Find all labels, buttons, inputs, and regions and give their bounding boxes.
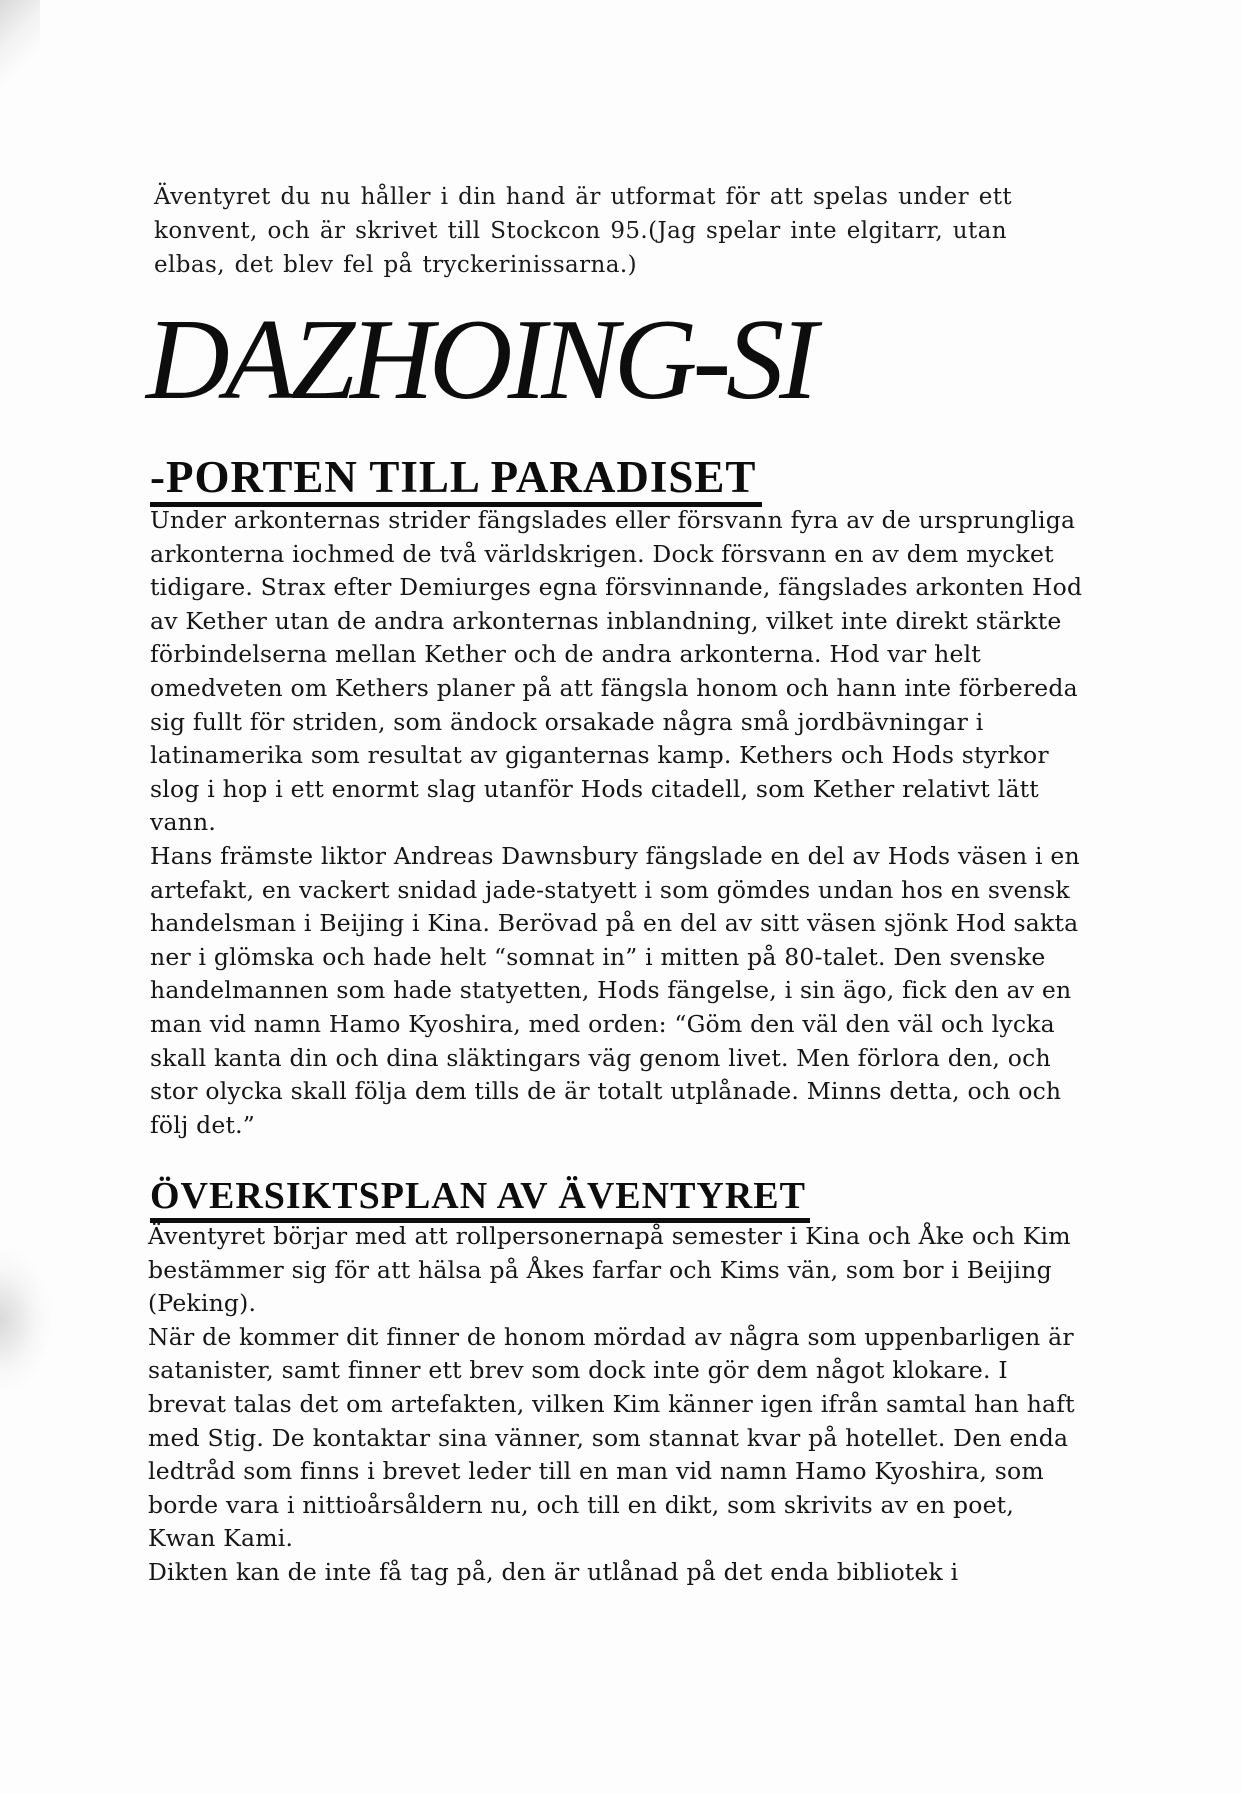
section-background: [150, 504, 1090, 1142]
body-paragraph: Äventyret börjar med att rollpersonernapå semester i Kina och Åke och Kim bestämmer sig för att hälsa på Åkes farfar och Kims vän, som bor i Beijing (Peking).: [148, 1222, 1071, 1318]
body-paragraph: Under arkonternas strider fängslades eller försvann fyra av de ursprungliga arkonterna iochmed de två världskrigen. Dock försvann en av dem mycket tidigare. Strax efter Demiurges egna försvinnande, fängslades arkonten Hod av Kether utan de andra arkonternas inblandning, vilket inte direkt stärkte förbindelserna mellan Kether och de andra arkonterna. Hod var helt omedveten om Kethers planer på att fängsla honom och hann inte förbereda sig fullt för striden, som ändock orsakade några små jordbävningar i latinamerika som resultat av giganternas kamp. Kethers och Hods styrkor slog i hop i ett enormt slag utanför Hods citadell, som Kether relativt lätt vann.: [150, 506, 1083, 837]
section-overview: [148, 1220, 1088, 1590]
document-subtitle: -PORTEN TILL PARADISET: [150, 452, 762, 507]
section-heading: ÖVERSIKTSPLAN AV ÄVENTYRET: [150, 1174, 810, 1223]
scan-margin-smudge: [0, 1250, 50, 1390]
body-paragraph: Hans främste liktor Andreas Dawnsbury fängslade en del av Hods väsen i en artefakt, en vackert snidad jade-statyett i som gömdes undan hos en svensk handelsman i Beijing i Kina. Berövad på en del av sitt väsen sjönk Hod sakta ner i glömska och hade helt “somnat in” i mitten på 80-talet. Den svenske handelmannen som hade statyetten, Hods fängelse, i sin ägo, fick den av en man vid namn Hamo Kyoshira, med orden: “Göm den väl den väl och lycka skall kanta din och dina släktingars väg genom livet. Men förlora den, och stor olycka skall följa dem tills de är totalt utplånade. Minns detta, och och följ det.”: [150, 841, 1080, 1139]
body-paragraph: När de kommer dit finner de honom mördad av några som uppenbarligen är satanister, samt finner ett brev som dock inte gör dem något klokare. I brevat talas det om artefakten, vilken Kim känner igen ifrån samtal han haft med Stig. De kontaktar sina vänner, som stannat kvar på hotellet. Den enda ledtråd som finns i brevet leder till en man vid namn Hamo Kyoshira, som borde vara i nittioårsåldern nu, och till en dikt, som skrivits av en poet, Kwan Kami.: [148, 1322, 1075, 1553]
document-title: DAZHOING-SI: [146, 296, 813, 424]
body-paragraph: Dikten kan de inte få tag på, den är utlånad på det enda bibliotek i: [148, 1557, 959, 1586]
scan-corner-shadow: [0, 0, 40, 90]
intro-text: Äventyret du nu håller i din hand är utformat för att spelas under ett konvent, och är skrivet till Stockcon 95.(Jag spelar inte elgitarr, utan elbas, det blev fel på tryckerinissarna.): [154, 184, 1013, 278]
